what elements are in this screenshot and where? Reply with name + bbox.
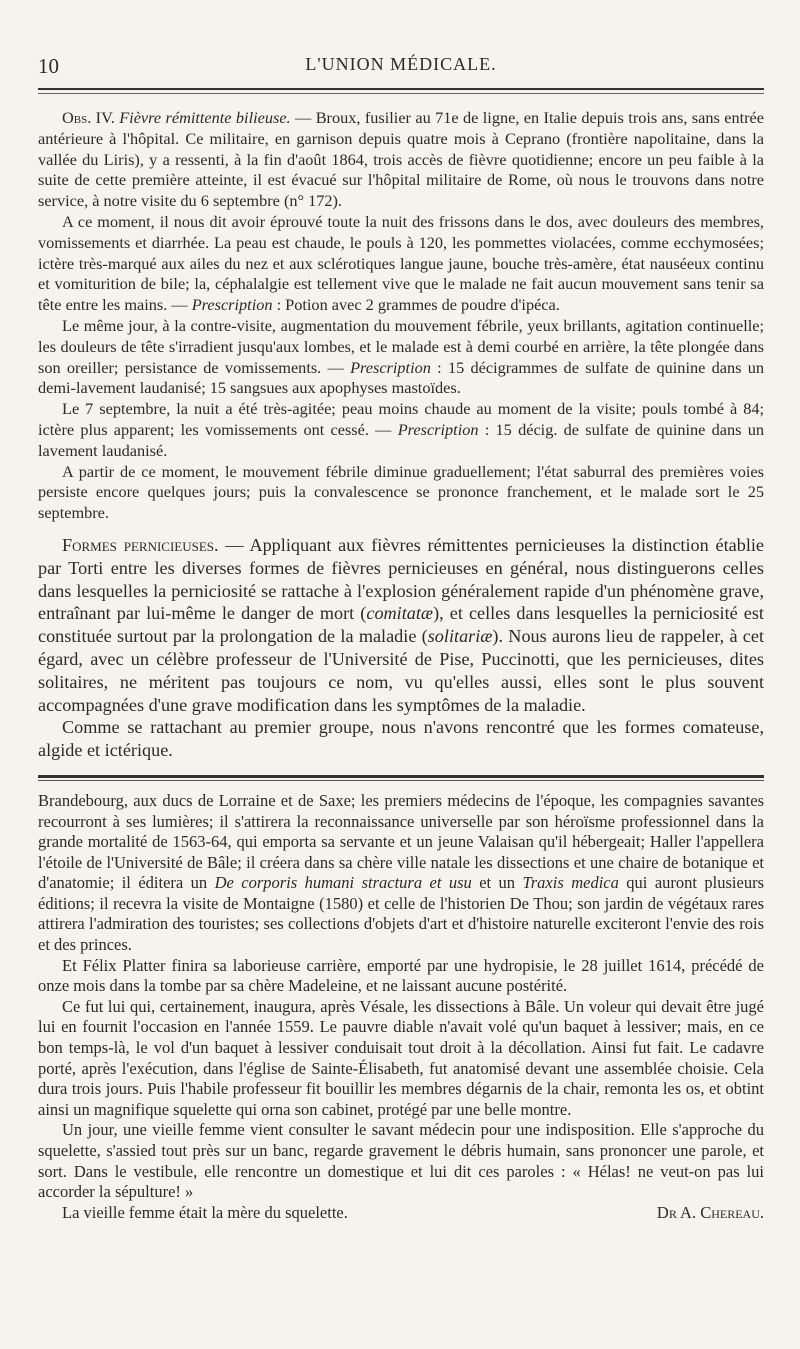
observation-paragraph: A ce moment, il nous dit avoir éprouvé toute la nuit des frissons dans le dos, avec douleurs des membres, vomissements et diarrhée. La peau est chaude, le pouls à 120, les pommettes violacées, comme ecchymosées; ictère très-marqué aux ailes du nez et aux sclérotiques langue jaune, bouche très-amère, état nauséeux continu et vomiturition de bile; la, céphalalgie est tellement vive que le malade ne fait aucun mouvement sans tenir sa tête entre les mains. — Prescription : Potion avec 2 grammes de poudre d'ipéca.	[38, 211, 764, 315]
feuilleton-separator	[38, 775, 764, 781]
pernicious-paragraph: Comme se rattachant au premier groupe, nous n'avons rencontré que les formes comateuse, algide et ictérique.	[38, 717, 764, 761]
pernicious-paragraph: Formes pernicieuses. — Appliquant aux fièvres rémittentes pernicieuses la distinction établie par Torti entre les diverses formes de fièvres pernicieuses en général, nous distinguerons celles dans lesquelles la perniciosité se rattache à l'explosion généralement rapide d'un phénomène grave, entraînant par lui-même le danger de mort (comitatæ), et celles dans lesquelles la perniciosité est constituée surtout par la prolongation de la maladie (solitariæ). Nous aurons lieu de rappeler, à cet égard, avec un célèbre professeur de l'Université de Pise, Puccinotti, que les pernicieuses, dites solitaires, ne méritent pas toujours ce nom, vu qu'elles aussi, elles sont le plus souvent accompagnées d'une grave modification dans les symptômes de la maladie.	[38, 534, 765, 715]
section-heading: Formes pernicieuses.	[62, 534, 219, 555]
observation-label: Obs. IV.	[62, 108, 115, 127]
header-rule	[38, 88, 764, 90]
observation-iv	[38, 108, 764, 524]
prescription-label: Prescription	[191, 295, 273, 315]
header-rule-thin	[38, 93, 764, 94]
observation-paragraph: Le 7 septembre, la nuit a été très-agitée; peau moins chaude au moment de la visite; pouls tombé à 84; ictère plus apparent; les vomissements ont cessé. — Prescription : 15 décig. de sulfate de quinine dans un lavement laudanisé.	[38, 399, 764, 460]
feuilleton-section	[38, 791, 764, 1223]
pernicious-forms-section	[38, 534, 764, 762]
feuilleton-paragraph: Un jour, une vieille femme vient consulter le savant médecin pour une indisposition. Elle s'approche du squelette, s'assied tout près sur un banc, regarde gravement le débris humain, sans prononcer une parole, et sort. Dans le vestibule, elle rencontre un domestique et lui dit ces paroles : « Hélas! ne veut-on pas lui accorder la sépulture! »	[38, 1120, 764, 1202]
closing-sentence: La vieille femme était la mère du squelette.	[62, 1202, 348, 1222]
observation-title: Fièvre rémittente bilieuse.	[119, 108, 291, 127]
feuilleton-paragraph: Et Félix Platter finira sa laborieuse carrière, emporté par une hydropisie, le 28 juillet 1614, précédé de onze mois dans la tombe par sa chère Madeleine, et ne laissant aucune postérité.	[38, 955, 764, 996]
page-number: 10	[38, 54, 59, 78]
feuilleton-paragraph: Ce fut lui qui, certainement, inaugura, après Vésale, les dissections à Bâle. Un voleur qui devait être jugé lui en fournit l'occasion en l'année 1559. Le pauvre diable n'avait volé qu'un baquet à lessiver; mais, en ce bon temps-là, le vol d'un baquet à lessiver conduisait tout droit à la décollation. Ainsi fut fait. Le cadavre porté, après l'exécution, dans l'église de Sainte-Élisabeth, fut anatomisé devant une assemblée choisie. Cela dura trois jours. Puis l'habile professeur fit bouillir les membres dégarnis de la chair, remonta les os, et obtint ainsi un magnifique squelette qui orna son cabinet, protégé par une belle montre.	[38, 996, 764, 1119]
observation-paragraph: A partir de ce moment, le mouvement fébrile diminue graduellement; l'état saburral des premières voies persiste encore quelques jours; puis la convalescence se prononce franchement, et le malade sort le 25 septembre.	[38, 461, 764, 523]
prescription-label: Prescription	[350, 357, 431, 377]
feuilleton-paragraph: Brandebourg, aux ducs de Lorraine et de Saxe; les premiers médecins de l'époque, les compagnies savantes recourront à ses lumières; il s'attirera la reconnaissance universelle par son héroïsme professionnel dans la grande mortalité de 1563-64, qui emporta sa servante et un jeune Valaisan qu'il hébergeait; Haller l'appellera l'étoile de l'Université de Bâle; il créera dans sa chère ville natale les dissections et une chaire de botanique et d'anatomie; il éditera un De corporis humani stractura et usu et un Traxis medica qui auront plusieurs éditions; il recevra la visite de Montaigne (1580) et celle de l'historien De Thou; son jardin de végétaux rares attirera l'admiration des touristes; ses collections d'objets d'art et d'histoire naturelle exciteront l'envie des rois et des princes.	[38, 790, 764, 955]
journal-title: L'UNION MÉDICALE.	[305, 54, 497, 74]
closing-line	[38, 1203, 764, 1224]
prescription-label: Prescription	[397, 419, 479, 439]
observation-paragraph: Le même jour, à la contre-visite, augmentation du mouvement fébrile, yeux brillants, agitation continuelle; les douleurs de tête s'irradient jusqu'aux lombes, et le malade est à demi courbé en arrière, la tête plongée dans son oreiller; persistance de vomissements. — Prescription : 15 décigrammes de sulfate de quinine dans un demi-lavement laudanisé; 15 sangsues aux apophyses mastoïdes.	[38, 315, 765, 398]
running-header	[38, 52, 764, 82]
author-signature: Dr A. Chereau.	[656, 1202, 764, 1222]
observation-paragraph: Obs. IV. Fièvre rémittente bilieuse. — Broux, fusilier au 71e de ligne, en Italie depuis trois ans, sans entrée antérieure à l'hôpital. Ce militaire, en garnison depuis quatre mois à Ceprano (frontière napolitaine, dans la vallée du Liris), y a ressenti, à la fin d'août 1864, trois accès de fièvre quotidienne; encore un peu faible à la suite de cette première atteinte, il est évacué sur l'hôpital militaire de Rome, où nous le trouvons dans notre service, à notre visite du 6 septembre (n° 172).	[38, 108, 764, 211]
